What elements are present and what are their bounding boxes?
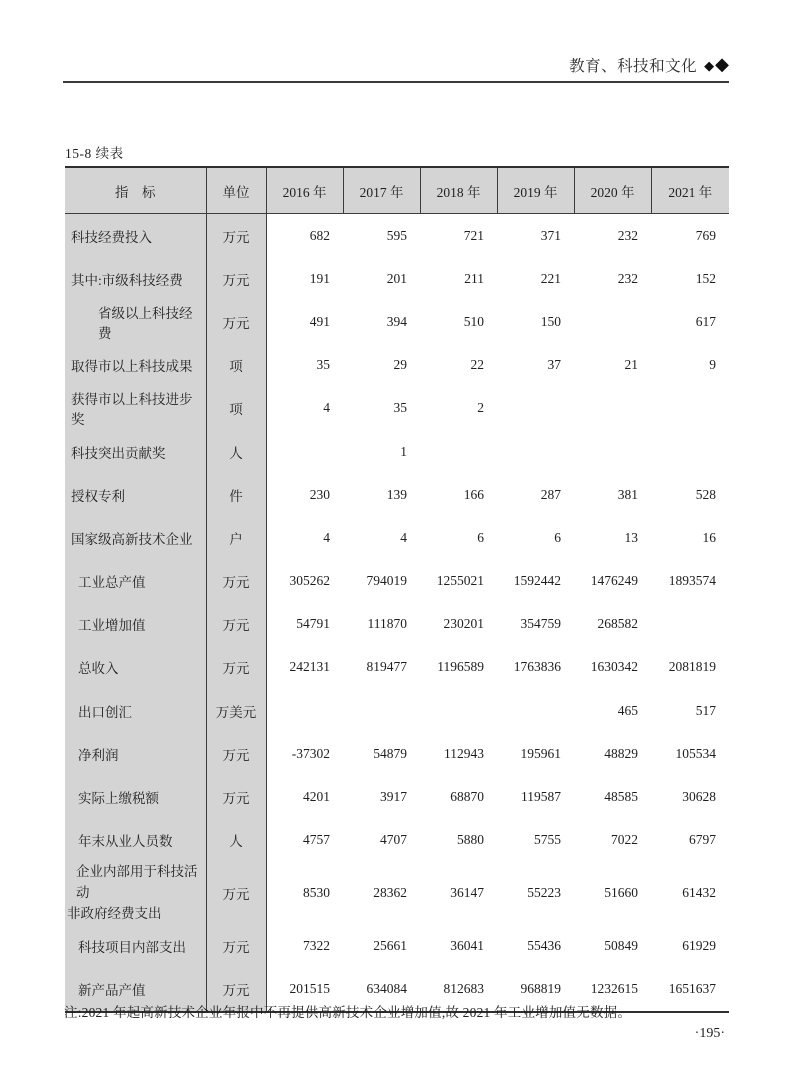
value-cell: 1893574 [651,560,729,603]
diamond-small-icon: ◆ [704,57,715,73]
indicator-cell: 年末从业人员数 [65,819,206,862]
value-cell [266,689,343,732]
value-cell: 22 [420,344,497,387]
value-cell: 230 [266,473,343,516]
value-cell: 721 [420,214,497,258]
value-cell: 528 [651,473,729,516]
value-cell: 152 [651,257,729,300]
value-cell: 394 [343,300,420,343]
value-cell: 1630342 [574,646,651,689]
indicator-cell: 出口创汇 [65,689,206,732]
value-cell: 8530 [266,862,343,925]
value-cell: 4707 [343,819,420,862]
value-cell: 4201 [266,775,343,818]
table-row [65,214,729,258]
table-header-row [65,167,729,214]
value-cell: 517 [651,689,729,732]
value-cell: 150 [497,300,574,343]
value-cell: 232 [574,214,651,258]
value-cell: 510 [420,300,497,343]
value-cell [651,387,729,430]
table-row [65,689,729,732]
value-cell: 54791 [266,603,343,646]
indicator-cell: 科技经费投入 [65,214,206,258]
unit-cell: 项 [206,387,266,430]
value-cell: 968819 [497,968,574,1012]
value-cell: 6 [497,516,574,559]
value-cell: 211 [420,257,497,300]
footnote: 注:2021 年起高新技术企业年报中不再提供高新技术企业增加值,故 2021 年工业增加值无数据。 [64,1005,632,1020]
unit-cell: 万元 [206,603,266,646]
value-cell: -37302 [266,732,343,775]
value-cell: 371 [497,214,574,258]
value-cell: 7322 [266,925,343,968]
column-header-unit: 单位 [206,167,266,214]
indicator-cell: 授权专利 [65,473,206,516]
value-cell: 5880 [420,819,497,862]
statistics-table [65,166,729,1013]
value-cell: 61432 [651,862,729,925]
value-cell: 221 [497,257,574,300]
table-row [65,732,729,775]
indicator-cell: 科技突出贡献奖 [65,430,206,473]
value-cell: 51660 [574,862,651,925]
value-cell: 55223 [497,862,574,925]
value-cell: 1 [343,430,420,473]
table-row [65,819,729,862]
value-cell: 68870 [420,775,497,818]
table-row [65,560,729,603]
column-header-2020: 2020 年 [574,167,651,214]
unit-cell: 万元 [206,732,266,775]
value-cell: 769 [651,214,729,258]
value-cell [651,603,729,646]
value-cell: 111870 [343,603,420,646]
page-number: ·195· [694,1026,725,1041]
page-header [63,54,729,83]
value-cell: 232 [574,257,651,300]
value-cell: 7022 [574,819,651,862]
value-cell: 13 [574,516,651,559]
value-cell: 4 [266,387,343,430]
value-cell: 812683 [420,968,497,1012]
indicator-cell: 取得市以上科技成果 [65,344,206,387]
value-cell: 4 [343,516,420,559]
unit-cell: 人 [206,430,266,473]
column-header-2016: 2016 年 [266,167,343,214]
unit-cell: 万元 [206,300,266,343]
value-cell: 1476249 [574,560,651,603]
value-cell: 634084 [343,968,420,1012]
table-row [65,344,729,387]
indicator-cell [65,862,206,925]
table-row [65,603,729,646]
value-cell: 682 [266,214,343,258]
value-cell: 465 [574,689,651,732]
value-cell: 491 [266,300,343,343]
value-cell: 25661 [343,925,420,968]
unit-cell: 项 [206,344,266,387]
value-cell: 191 [266,257,343,300]
indicator-cell: 其中:市级科技经费 [65,257,206,300]
value-cell [420,689,497,732]
value-cell: 381 [574,473,651,516]
value-cell [343,689,420,732]
value-cell: 4 [266,516,343,559]
table-row [65,862,729,925]
value-cell: 2081819 [651,646,729,689]
value-cell: 166 [420,473,497,516]
unit-cell: 万元 [206,646,266,689]
value-cell: 268582 [574,603,651,646]
value-cell: 794019 [343,560,420,603]
unit-cell: 人 [206,819,266,862]
value-cell [497,387,574,430]
value-cell: 2 [420,387,497,430]
unit-cell: 件 [206,473,266,516]
unit-cell: 万美元 [206,689,266,732]
value-cell: 201 [343,257,420,300]
indicator-cell: 获得市以上科技进步奖 [65,387,206,430]
value-cell: 1592442 [497,560,574,603]
indicator-cell: 净利润 [65,732,206,775]
value-cell: 61929 [651,925,729,968]
unit-cell: 万元 [206,775,266,818]
value-cell: 5755 [497,819,574,862]
value-cell: 35 [343,387,420,430]
value-cell: 305262 [266,560,343,603]
value-cell: 819477 [343,646,420,689]
value-cell: 1196589 [420,646,497,689]
value-cell [266,430,343,473]
value-cell [574,430,651,473]
value-cell: 1255021 [420,560,497,603]
value-cell: 30628 [651,775,729,818]
value-cell [651,430,729,473]
value-cell: 50849 [574,925,651,968]
column-header-2018: 2018 年 [420,167,497,214]
value-cell: 105534 [651,732,729,775]
value-cell: 354759 [497,603,574,646]
value-cell: 54879 [343,732,420,775]
indicator-line-1: 企业内部用于科技活动 [76,863,198,900]
value-cell: 16 [651,516,729,559]
unit-cell: 万元 [206,214,266,258]
value-cell: 36147 [420,862,497,925]
value-cell: 21 [574,344,651,387]
table-row [65,775,729,818]
value-cell [497,430,574,473]
value-cell [497,689,574,732]
unit-cell: 万元 [206,968,266,1012]
column-header-2021: 2021 年 [651,167,729,214]
value-cell: 119587 [497,775,574,818]
table-row [65,300,729,343]
value-cell: 9 [651,344,729,387]
value-cell [420,430,497,473]
unit-cell: 万元 [206,257,266,300]
value-cell: 55436 [497,925,574,968]
value-cell: 139 [343,473,420,516]
value-cell: 29 [343,344,420,387]
table-row [65,516,729,559]
indicator-cell: 科技项目内部支出 [65,925,206,968]
value-cell: 242131 [266,646,343,689]
indicator-cell: 实际上缴税额 [65,775,206,818]
value-cell: 6 [420,516,497,559]
value-cell: 595 [343,214,420,258]
unit-cell: 万元 [206,925,266,968]
column-header-2019: 2019 年 [497,167,574,214]
value-cell: 230201 [420,603,497,646]
value-cell: 287 [497,473,574,516]
unit-cell: 万元 [206,560,266,603]
value-cell: 201515 [266,968,343,1012]
value-cell [574,387,651,430]
value-cell: 112943 [420,732,497,775]
value-cell: 1651637 [651,968,729,1012]
indicator-cell: 省级以上科技经费 [65,300,206,343]
indicator-cell: 工业总产值 [65,560,206,603]
value-cell: 48829 [574,732,651,775]
table-row [65,387,729,430]
column-header-indicator: 指 标 [65,167,206,214]
value-cell: 1763836 [497,646,574,689]
table-row [65,257,729,300]
value-cell: 1232615 [574,968,651,1012]
column-header-2017: 2017 年 [343,167,420,214]
value-cell: 37 [497,344,574,387]
indicator-cell: 新产品产值 [65,968,206,1012]
indicator-cell: 工业增加值 [65,603,206,646]
value-cell [574,300,651,343]
value-cell: 36041 [420,925,497,968]
indicator-cell: 总收入 [65,646,206,689]
diamond-large-icon: ◆ [715,53,729,74]
section-title: 教育、科技和文化 [569,58,698,75]
value-cell: 35 [266,344,343,387]
unit-cell: 万元 [206,862,266,925]
value-cell: 3917 [343,775,420,818]
value-cell: 48585 [574,775,651,818]
indicator-line-2: 非政府经费支出 [67,905,162,921]
value-cell: 28362 [343,862,420,925]
value-cell: 4757 [266,819,343,862]
unit-cell: 户 [206,516,266,559]
table-row [65,430,729,473]
table-caption: 15-8 续表 [65,146,124,161]
indicator-cell: 国家级高新技术企业 [65,516,206,559]
table-row [65,473,729,516]
table-row [65,646,729,689]
value-cell: 617 [651,300,729,343]
table-row [65,925,729,968]
value-cell: 6797 [651,819,729,862]
value-cell: 195961 [497,732,574,775]
